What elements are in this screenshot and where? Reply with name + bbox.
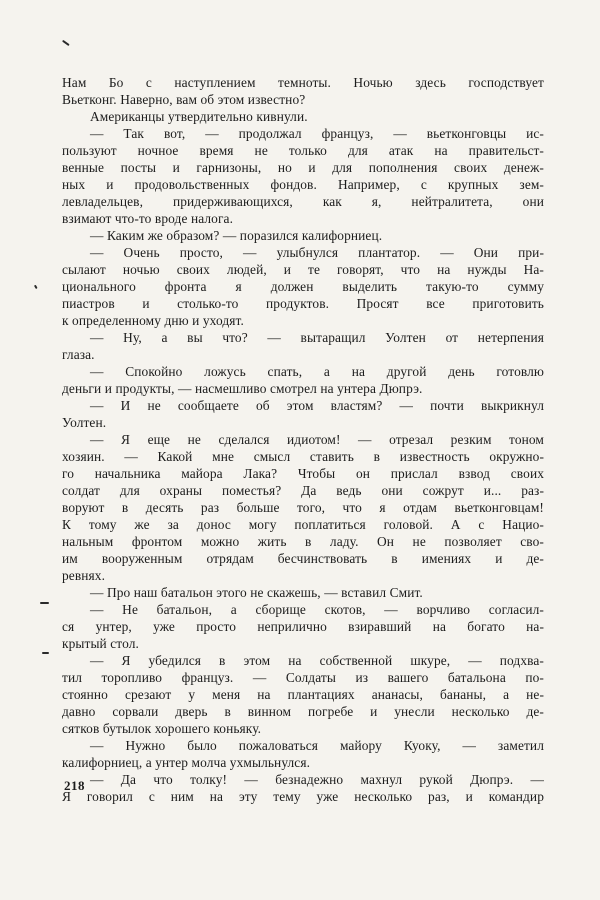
text-line: — Да что толку! — безнадежно махнул рукой Дюпрэ. — (90, 772, 544, 787)
text-line: — Спокойно ложусь спать, а на другой день готовлю (90, 364, 544, 379)
text-line: — Про наш батальон этого не скажешь, — вставил Смит. (90, 585, 423, 600)
text-line: солдат для охраны поместья? Да ведь они сожрут и... раз- (62, 483, 544, 498)
text-line: им вооруженным отрядам бесчинствовать в имениях и де- (62, 551, 544, 566)
text-line: ных и продовольственных фондов. Например, с крупных зем- (62, 177, 544, 192)
text-line: ся унтер, уже просто неприлично взиравший на богато на- (62, 619, 544, 634)
text-line: — Очень просто, — улыбнулся плантатор. — Они при- (90, 245, 544, 260)
text-line: го начальника майора Лака? Чтобы он прислал взвод своих (62, 466, 544, 481)
text-line: — Нужно было пожаловаться майору Куоку, — заметил (90, 738, 544, 753)
text-line: пиастров и столько-то продуктов. Просят все приготовить (62, 296, 544, 311)
text-line: воруют в десять раз больше того, что я отдам вьетконговцам! (62, 500, 544, 515)
scan-mark (40, 602, 49, 604)
scan-mark (34, 285, 37, 289)
text-line: Уолтен. (62, 415, 107, 430)
text-line: глаза. (62, 347, 95, 362)
text-line: деньги и продукты, — насмешливо смотрел на унтера Дюпрэ. (62, 381, 423, 396)
text-line: — Ну, а вы что? — вытаращил Уолтен от нетерпения (90, 330, 544, 345)
page-body-text (62, 74, 544, 805)
text-line: Нам Бо с наступлением темноты. Ночью здесь господствует (62, 75, 544, 90)
text-line: сылают ночью своих людей, и те говорят, что на нужды На- (62, 262, 544, 277)
text-line: нальным фронтом можно жить в ладу. Он не позволяет сво- (62, 534, 544, 549)
text-line: Я говорил с ним на эту тему уже несколько раз, и командир (62, 789, 544, 804)
text-line: — Я убедился в этом на собственной шкуре, — подхва- (90, 653, 544, 668)
text-line: сятков бутылок хорошего коньяку. (62, 721, 262, 736)
text-line: пользуют ночное время не только для атак на правительст- (62, 143, 544, 158)
page-number: 218 (64, 778, 85, 793)
text-line: К тому же за донос могу поплатиться головой. А с Нацио- (62, 517, 544, 532)
text-line: — Не батальон, а сборище скотов, — ворчливо согласил- (90, 602, 544, 617)
text-line: Вьетконг. Наверно, вам об этом известно? (62, 92, 306, 107)
text-line: — И не сообщаете об этом властям? — почти выкрикнул (90, 398, 544, 413)
text-line: ревнях. (62, 568, 106, 583)
text-line: левладельцев, придерживающихся, как я, нейтралитета, они (62, 194, 544, 209)
text-line: тил торопливо француз. — Солдаты из вашего батальона по- (62, 670, 544, 685)
text-line: — Так вот, — продолжал француз, — вьетконговцы ис- (90, 126, 544, 141)
scan-mark (62, 40, 69, 46)
text-line: Американцы утвердительно кивнули. (90, 109, 308, 124)
scan-mark (42, 652, 49, 654)
text-line: взимают что-то вроде налога. (62, 211, 234, 226)
text-line: к определенному дню и уходят. (62, 313, 244, 328)
text-line: ционального фронта я должен выделить такую-то сумму (62, 279, 544, 294)
text-line: — Каким же образом? — поразился калифорниец. (90, 228, 383, 243)
text-line: стоянно срезают у меня на плантациях ананасы, бананы, а не- (62, 687, 544, 702)
text-line: калифорниец, а унтер молча ухмыльнулся. (62, 755, 311, 770)
text-line: крытый стол. (62, 636, 139, 651)
text-line: венные посты и гарнизоны, но и для пополнения своих денеж- (62, 160, 544, 175)
text-line: хозяин. — Какой мне смысл ставить в известность окружно- (62, 449, 544, 464)
text-line: давно сорвали дверь в винном погребе и унесли несколько де- (62, 704, 544, 719)
text-line: — Я еще не сделался идиотом! — отрезал резким тоном (90, 432, 544, 447)
